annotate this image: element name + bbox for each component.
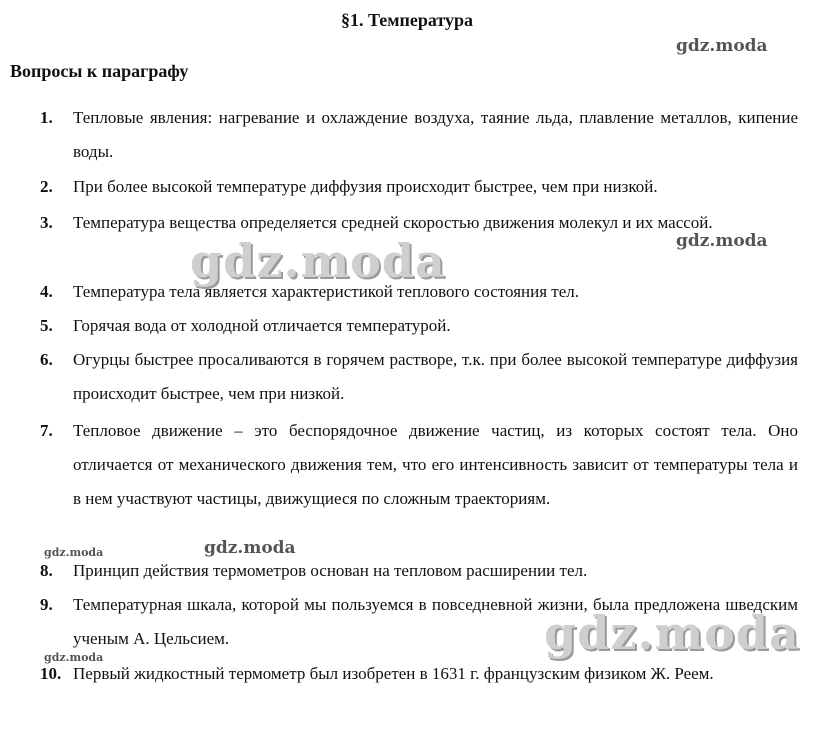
- answer-text: Огурцы быстрее просаливаются в горячем растворе, т.к. при более высокой температуре диффузия происходит быстрее, чем при низкой.: [73, 350, 798, 403]
- answer-text: Первый жидкостный термометр был изобретен в 1631 г. французским физиком Ж. Реем.: [73, 664, 714, 683]
- answer-number: 4.: [40, 282, 53, 301]
- watermark-mid-left-large: gdz.moda: [190, 234, 446, 288]
- answer-number: 10.: [40, 664, 62, 683]
- answer-text: Принцип действия термометров основан на тепловом расширении тел.: [73, 561, 588, 580]
- watermark-left-small-1: gdz.moda: [44, 546, 104, 559]
- answer-number: 3.: [40, 213, 53, 232]
- answer-text: Горячая вода от холодной отличается температурой.: [73, 316, 451, 335]
- answer-number: 5.: [40, 316, 53, 335]
- watermark-top-right: gdz.moda: [676, 36, 768, 56]
- watermark-mid-right: gdz.moda: [676, 231, 768, 251]
- answer-number: 8.: [40, 561, 53, 580]
- answer-text: При более высокой температуре диффузия происходит быстрее, чем при низкой.: [73, 177, 658, 196]
- answer-text: Тепловые явления: нагревание и охлаждение воздуха, таяние льда, плавление металлов, кипение воды.: [73, 108, 798, 161]
- section-heading: Вопросы к параграфу: [10, 61, 189, 81]
- answer-text: Тепловое движение – это беспорядочное движение частиц, из которых состоят тела. Оно отличается от механического движения тем, что его интенсивность зависит от температуры тела и в нем участвуют частицы, движущиеся по сложным траекториям.: [73, 421, 798, 508]
- answer-number: 9.: [40, 595, 53, 614]
- answer-number: 1.: [40, 108, 53, 127]
- paragraph-title: §1. Температура: [340, 10, 474, 30]
- watermark-bottom-right-large: gdz.moda: [544, 606, 800, 660]
- watermark-center-small: gdz.moda: [204, 538, 296, 558]
- watermark-left-small-2: gdz.moda: [44, 651, 104, 664]
- answer-text: Температура тела является характеристикой теплового состояния тел.: [73, 282, 580, 301]
- answer-number: 7.: [40, 421, 53, 440]
- answer-text: Температурная шкала, которой мы пользуемся в повседневной жизни, была предложена шведским ученым А. Цельсием.: [73, 595, 798, 648]
- answer-text: Температура вещества определяется средней скоростью движения молекул и их массой.: [73, 213, 713, 232]
- answer-number: 2.: [40, 177, 53, 196]
- answer-number: 6.: [40, 350, 53, 369]
